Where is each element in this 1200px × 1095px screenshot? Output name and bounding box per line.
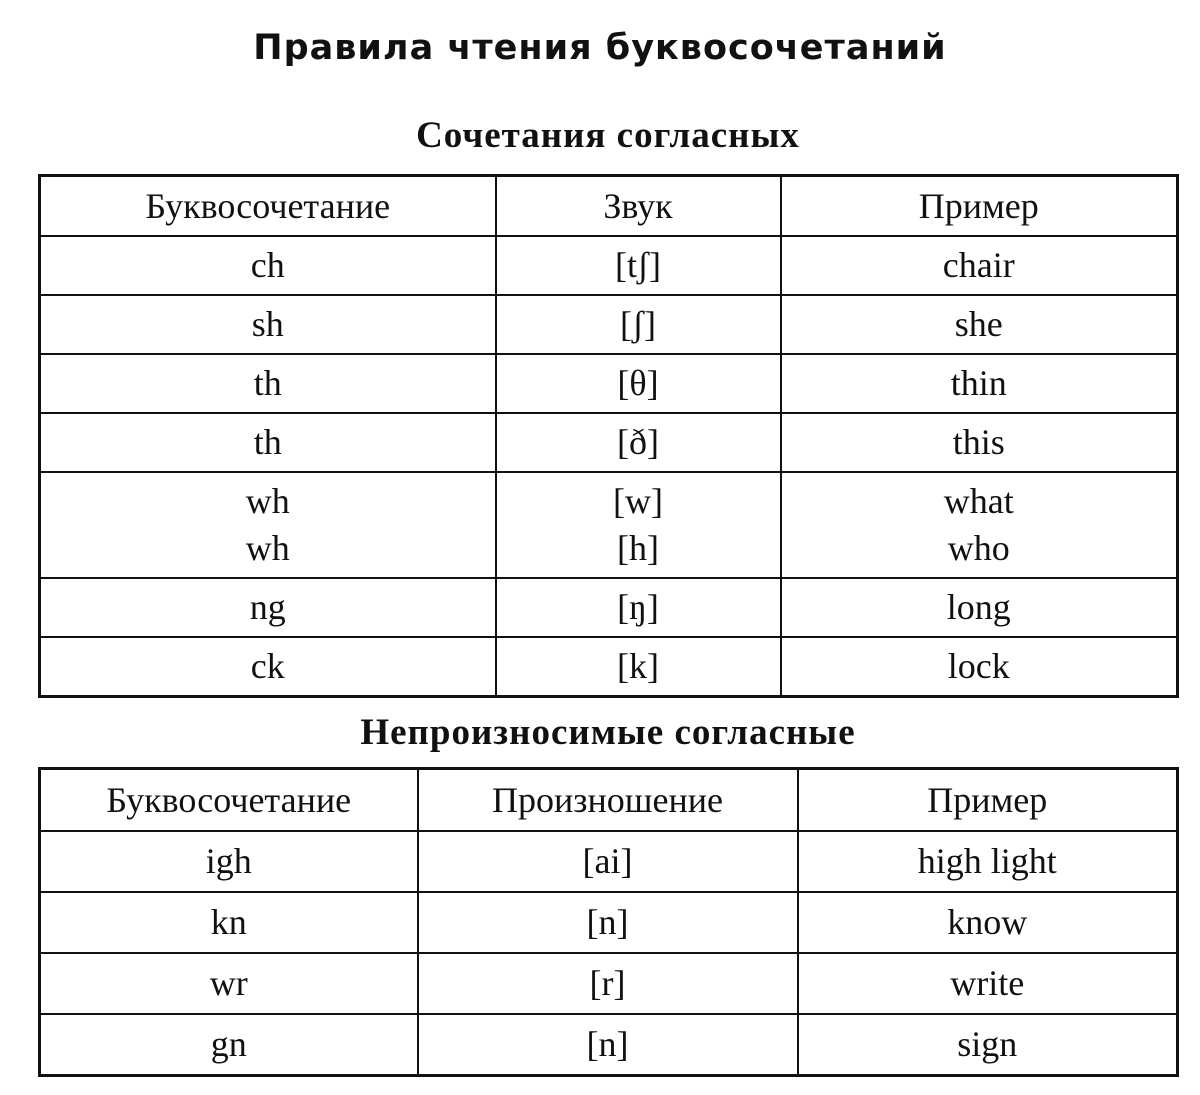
table-row [40,892,1178,953]
combo-cell: sh [40,295,496,354]
example-cell: she [781,295,1178,354]
sound-cell: [n] [418,892,798,953]
table-row [40,472,1178,578]
table-row [40,953,1178,1014]
table-row [40,637,1178,697]
silent-consonants-table [38,767,1179,1077]
table-header-row [40,769,1178,832]
combo-cell: th [40,413,496,472]
example-cell: thin [781,354,1178,413]
combo-cell: ch [40,236,496,295]
example-cell: chair [781,236,1178,295]
combo-text: wh [245,481,290,522]
sound-cell: [ai] [418,831,798,892]
combo-cell [40,472,496,578]
sound-cell: [tʃ] [496,236,781,295]
sound-cell: [k] [496,637,781,697]
sound-cell [496,472,781,578]
table-row [40,578,1178,637]
column-header-pronunciation: Произношение [418,769,798,832]
example-cell: know [798,892,1178,953]
consonants-section-title: Сочетания согласных [416,115,800,156]
example-text: who [947,528,1010,568]
example-cell: lock [781,637,1178,697]
combo-cell: ng [40,578,496,637]
sound-cell: [ʃ] [496,295,781,354]
silent-section-title: Непроизносимые согласные [360,712,856,753]
example-cell: this [781,413,1178,472]
table-header-row [40,176,1178,237]
table-row [40,831,1178,892]
example-text: what [943,481,1014,522]
consonants-table [38,174,1179,698]
column-header-combo: Буквосочетание [40,769,418,832]
column-header-example: Пример [798,769,1178,832]
example-cell [781,472,1178,578]
combo-cell: gn [40,1014,418,1076]
table-row [40,236,1178,295]
sound-cell: [ð] [496,413,781,472]
table-row [40,413,1178,472]
column-header-sound: Звук [496,176,781,237]
table-row [40,354,1178,413]
combo-cell: kn [40,892,418,953]
sound-text: [w] [613,481,663,522]
sound-cell: [θ] [496,354,781,413]
example-cell: sign [798,1014,1178,1076]
column-header-combo: Буквосочетание [40,176,496,237]
sound-cell: [ŋ] [496,578,781,637]
combo-cell: ck [40,637,496,697]
page-title: Правила чтения буквосочетаний [253,28,947,68]
combo-cell: th [40,354,496,413]
column-header-example: Пример [781,176,1178,237]
combo-text: wh [245,528,290,568]
table-row [40,295,1178,354]
combo-cell: igh [40,831,418,892]
combo-cell: wr [40,953,418,1014]
table-row [40,1014,1178,1076]
sound-text: [h] [617,528,659,568]
sound-cell: [r] [418,953,798,1014]
example-cell: long [781,578,1178,637]
sound-cell: [n] [418,1014,798,1076]
example-cell: write [798,953,1178,1014]
example-cell: high light [798,831,1178,892]
